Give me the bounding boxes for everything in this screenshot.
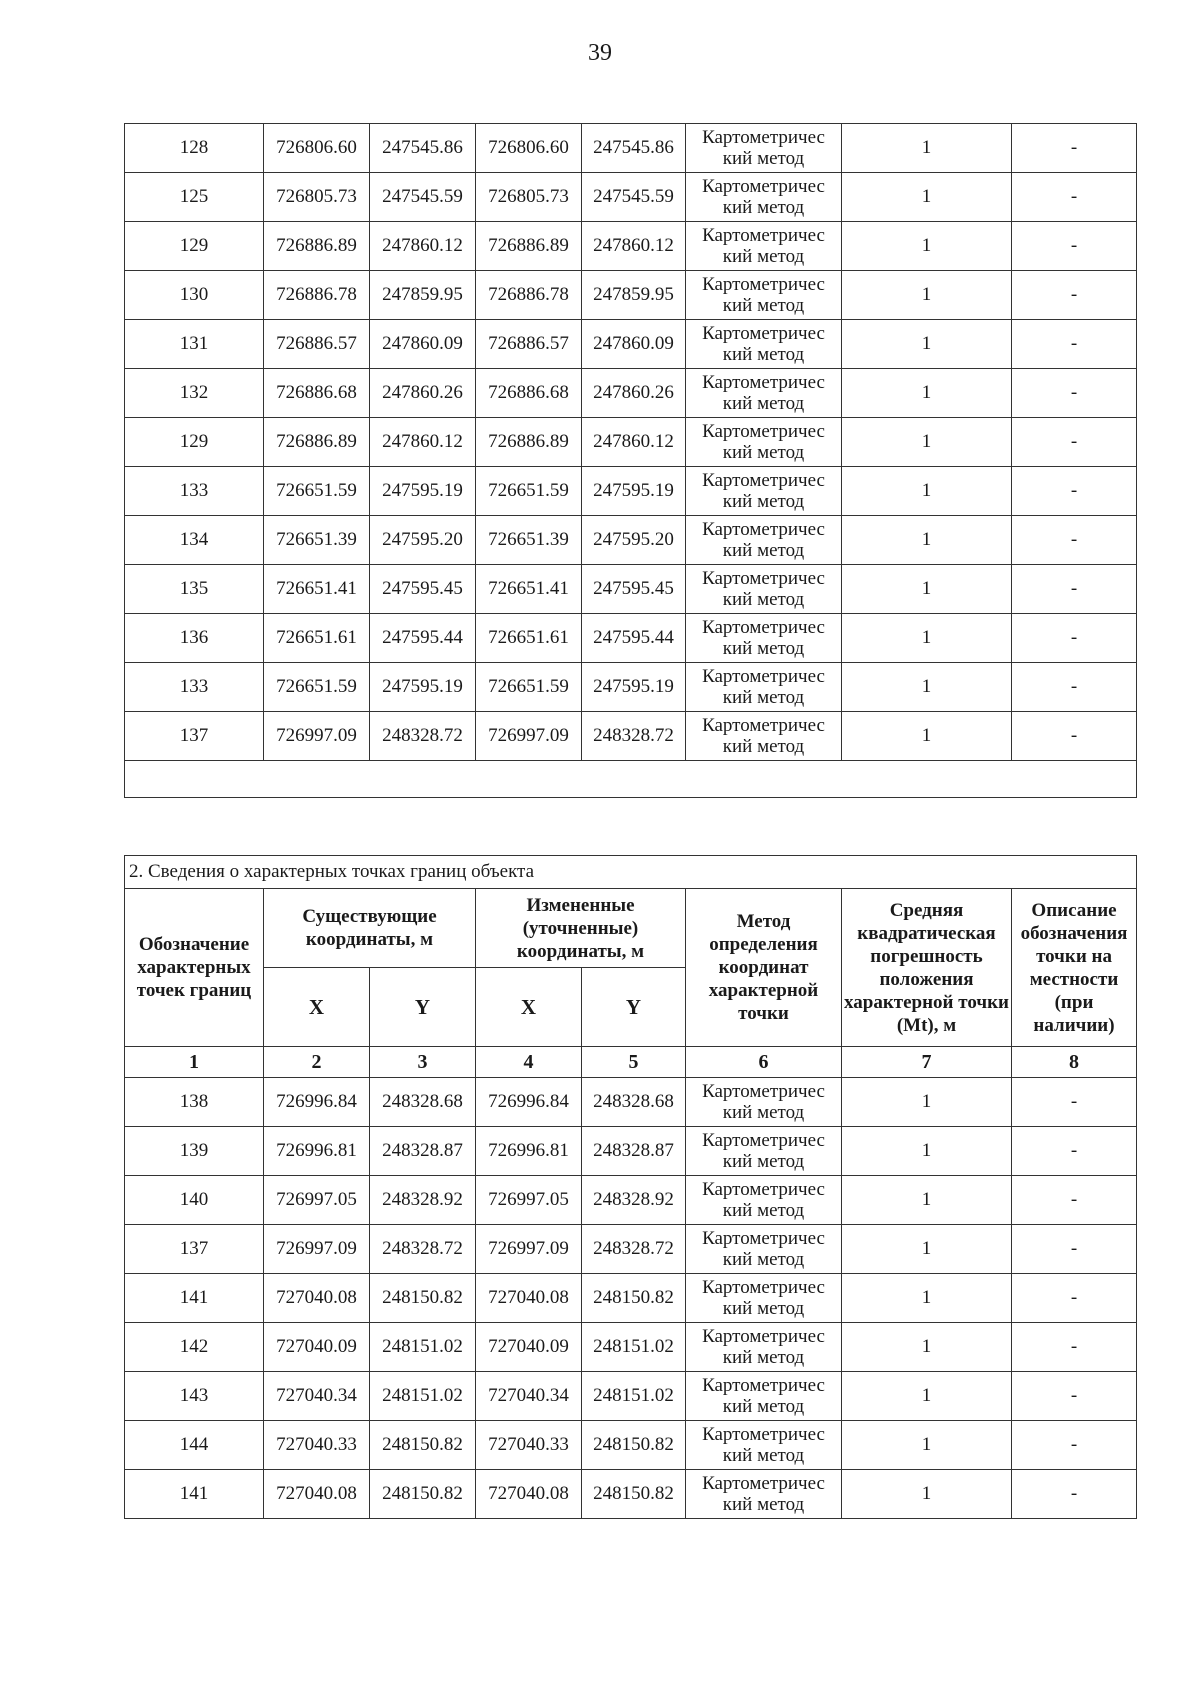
table-row: [125, 1176, 1137, 1225]
table-cell: Картометричес кий метод: [686, 1127, 842, 1176]
table-row: [125, 1225, 1137, 1274]
table-cell: Картометричес кий метод: [686, 1078, 842, 1127]
table-row: [125, 1372, 1137, 1421]
table-cell: Картометричес кий метод: [686, 614, 842, 663]
table-cell: 129: [125, 222, 264, 271]
table-cell: 247860.12: [370, 418, 476, 467]
table-cell: 726886.68: [264, 369, 370, 418]
table-cell: Картометричес кий метод: [686, 712, 842, 761]
table-cell: 248150.82: [370, 1421, 476, 1470]
table-row: [125, 222, 1137, 271]
table-cell: -: [1012, 565, 1137, 614]
table-cell: 726651.59: [476, 663, 582, 712]
table-cell: 726651.61: [476, 614, 582, 663]
table-cell: 726805.73: [476, 173, 582, 222]
column-number: 5: [582, 1047, 686, 1078]
table-cell: -: [1012, 369, 1137, 418]
table-cell: 726886.89: [264, 222, 370, 271]
table-cell: Картометричес кий метод: [686, 467, 842, 516]
table-cell: 1: [842, 565, 1012, 614]
table-cell: 247860.09: [582, 320, 686, 369]
table-cell: 247860.26: [370, 369, 476, 418]
table-cell: 727040.08: [476, 1274, 582, 1323]
header-changed-y: Y: [582, 968, 686, 1047]
table-cell: Картометричес кий метод: [686, 222, 842, 271]
table-cell: 1: [842, 1078, 1012, 1127]
table-cell: 726997.09: [476, 712, 582, 761]
table-cell: 726997.09: [476, 1225, 582, 1274]
coordinates-table-continued: [124, 123, 1137, 798]
table-cell: 247595.20: [370, 516, 476, 565]
table-row: [125, 271, 1137, 320]
table-row: [125, 565, 1137, 614]
table-cell: Картометричес кий метод: [686, 418, 842, 467]
table-cell: -: [1012, 1078, 1137, 1127]
table-cell: 247860.12: [582, 222, 686, 271]
table-cell: 726651.59: [264, 467, 370, 516]
table-cell: 247595.19: [370, 663, 476, 712]
table-cell: 247595.20: [582, 516, 686, 565]
table-cell: 1: [842, 369, 1012, 418]
table-cell: 1: [842, 1323, 1012, 1372]
table-cell: 248328.87: [582, 1127, 686, 1176]
table-cell: 726997.05: [264, 1176, 370, 1225]
table1-empty-row: [125, 761, 1137, 798]
table-cell: 248328.68: [582, 1078, 686, 1127]
table-cell: -: [1012, 1176, 1137, 1225]
table-cell: 247860.09: [370, 320, 476, 369]
table-cell: 247859.95: [370, 271, 476, 320]
table-cell: 726651.39: [264, 516, 370, 565]
table-cell: 248150.82: [582, 1470, 686, 1519]
table-cell: Картометричес кий метод: [686, 1421, 842, 1470]
table-cell: 248151.02: [370, 1323, 476, 1372]
table-cell: 1: [842, 1421, 1012, 1470]
table-cell: 134: [125, 516, 264, 565]
table-row: [125, 418, 1137, 467]
table-cell: 133: [125, 663, 264, 712]
table-cell: 248328.92: [582, 1176, 686, 1225]
table-cell: 1: [842, 1470, 1012, 1519]
column-number: 2: [264, 1047, 370, 1078]
table-cell: 248150.82: [582, 1421, 686, 1470]
table-cell: 248328.72: [582, 1225, 686, 1274]
table-cell: 248150.82: [582, 1274, 686, 1323]
table-cell: 726886.89: [264, 418, 370, 467]
table-cell: 247595.44: [370, 614, 476, 663]
table-cell: 137: [125, 712, 264, 761]
table-cell: 248328.87: [370, 1127, 476, 1176]
table-cell: 1: [842, 222, 1012, 271]
table-cell: 131: [125, 320, 264, 369]
table-cell: 248328.72: [370, 712, 476, 761]
table-cell: 727040.34: [264, 1372, 370, 1421]
table-cell: 726886.68: [476, 369, 582, 418]
table-cell: 1: [842, 467, 1012, 516]
table-cell: 726997.09: [264, 712, 370, 761]
table-cell: -: [1012, 222, 1137, 271]
table-cell: 726886.57: [476, 320, 582, 369]
table-cell: Картометричес кий метод: [686, 516, 842, 565]
header-description: Описание обозначения точки на местности (при наличии): [1012, 889, 1137, 1047]
table-cell: 248151.02: [370, 1372, 476, 1421]
table-cell: 1: [842, 1372, 1012, 1421]
table-cell: 247595.19: [370, 467, 476, 516]
table-cell: 726651.59: [264, 663, 370, 712]
table-cell: 1: [842, 173, 1012, 222]
table-cell: Картометричес кий метод: [686, 1470, 842, 1519]
table-cell: Картометричес кий метод: [686, 320, 842, 369]
table-cell: -: [1012, 1127, 1137, 1176]
table-cell: 139: [125, 1127, 264, 1176]
column-numbers-row: [125, 1047, 1137, 1078]
column-number: 1: [125, 1047, 264, 1078]
table-row: [125, 516, 1137, 565]
header-existing-x: X: [264, 968, 370, 1047]
table-row: [125, 712, 1137, 761]
table-row: [125, 614, 1137, 663]
column-number: 3: [370, 1047, 476, 1078]
header-existing-coordinates: Существующие координаты, м: [264, 889, 476, 968]
table-cell: 727040.33: [476, 1421, 582, 1470]
table-cell: 727040.08: [476, 1470, 582, 1519]
table-cell: Картометричес кий метод: [686, 1274, 842, 1323]
table-cell: 726886.89: [476, 222, 582, 271]
table-cell: 247545.59: [582, 173, 686, 222]
table-cell: 130: [125, 271, 264, 320]
table-cell: 1: [842, 516, 1012, 565]
table-row: [125, 663, 1137, 712]
table-cell: -: [1012, 1274, 1137, 1323]
table-cell: -: [1012, 1421, 1137, 1470]
table-row: [125, 1127, 1137, 1176]
table-cell: 1: [842, 418, 1012, 467]
table-cell: 727040.08: [264, 1470, 370, 1519]
table-cell: 726651.41: [264, 565, 370, 614]
table-row: [125, 467, 1137, 516]
table-cell: 133: [125, 467, 264, 516]
table-row: [125, 320, 1137, 369]
table-row: [125, 1078, 1137, 1127]
table-cell: 247860.12: [370, 222, 476, 271]
table-cell: 247859.95: [582, 271, 686, 320]
table-cell: 141: [125, 1470, 264, 1519]
table-cell: -: [1012, 1470, 1137, 1519]
table-cell: 726997.09: [264, 1225, 370, 1274]
table-cell: 726805.73: [264, 173, 370, 222]
table-cell: 726886.78: [264, 271, 370, 320]
table-cell: -: [1012, 1372, 1137, 1421]
table-cell: 1: [842, 1225, 1012, 1274]
table-cell: -: [1012, 712, 1137, 761]
boundary-points-table: [124, 855, 1137, 1519]
table-cell: 142: [125, 1323, 264, 1372]
table-cell: 138: [125, 1078, 264, 1127]
table-cell: -: [1012, 1323, 1137, 1372]
header-designation: Обозначение характерных точек границ: [125, 889, 264, 1047]
table-cell: Картометричес кий метод: [686, 1176, 842, 1225]
header-method: Метод определения координат характерной точки: [686, 889, 842, 1047]
table-cell: 248328.72: [370, 1225, 476, 1274]
table-caption: 2. Сведения о характерных точках границ объекта: [125, 856, 1137, 889]
table-cell: 128: [125, 124, 264, 173]
table-cell: 1: [842, 614, 1012, 663]
table-cell: 137: [125, 1225, 264, 1274]
table-cell: Картометричес кий метод: [686, 1323, 842, 1372]
empty-cell: [125, 761, 1137, 798]
table-cell: -: [1012, 124, 1137, 173]
table-cell: 1: [842, 320, 1012, 369]
table-cell: 247545.59: [370, 173, 476, 222]
table-row: [125, 124, 1137, 173]
table-cell: 1: [842, 712, 1012, 761]
header-changed-coordinates: Измененные (уточненные) координаты, м: [476, 889, 686, 968]
table-cell: 727040.09: [476, 1323, 582, 1372]
table-cell: Картометричес кий метод: [686, 1225, 842, 1274]
table-cell: 143: [125, 1372, 264, 1421]
table-cell: -: [1012, 1225, 1137, 1274]
page-number: 39: [588, 40, 612, 66]
table-cell: 726806.60: [264, 124, 370, 173]
table-cell: -: [1012, 271, 1137, 320]
table-cell: -: [1012, 320, 1137, 369]
table-cell: 247595.19: [582, 467, 686, 516]
column-number: 7: [842, 1047, 1012, 1078]
column-number: 6: [686, 1047, 842, 1078]
table-cell: 727040.08: [264, 1274, 370, 1323]
table-cell: 247860.26: [582, 369, 686, 418]
table-cell: 726806.60: [476, 124, 582, 173]
table-cell: 1: [842, 271, 1012, 320]
table-cell: 248328.92: [370, 1176, 476, 1225]
table-cell: 247595.19: [582, 663, 686, 712]
table-cell: 1: [842, 663, 1012, 712]
table-cell: -: [1012, 663, 1137, 712]
table-cell: 136: [125, 614, 264, 663]
table-cell: Картометричес кий метод: [686, 173, 842, 222]
table-cell: 141: [125, 1274, 264, 1323]
header-changed-x: X: [476, 968, 582, 1047]
table-cell: Картометричес кий метод: [686, 124, 842, 173]
table-cell: 247595.45: [582, 565, 686, 614]
table-cell: -: [1012, 516, 1137, 565]
table-row: [125, 1323, 1137, 1372]
table-cell: 125: [125, 173, 264, 222]
table-cell: Картометричес кий метод: [686, 1372, 842, 1421]
table-cell: 247595.45: [370, 565, 476, 614]
table-cell: 727040.33: [264, 1421, 370, 1470]
table-cell: 726651.59: [476, 467, 582, 516]
table-cell: 1: [842, 1176, 1012, 1225]
table-cell: 247860.12: [582, 418, 686, 467]
table-cell: 135: [125, 565, 264, 614]
table-row: [125, 1274, 1137, 1323]
table-cell: 727040.09: [264, 1323, 370, 1372]
table-cell: 726886.57: [264, 320, 370, 369]
table-row: [125, 173, 1137, 222]
table-cell: 727040.34: [476, 1372, 582, 1421]
column-number: 4: [476, 1047, 582, 1078]
column-number: 8: [1012, 1047, 1137, 1078]
table-cell: 726886.89: [476, 418, 582, 467]
header-error: Средняя квадратическая погрешность положения характерной точки (Mt), м: [842, 889, 1012, 1047]
table-cell: 144: [125, 1421, 264, 1470]
table-cell: 1: [842, 1274, 1012, 1323]
table-cell: 726651.61: [264, 614, 370, 663]
table-cell: 248328.68: [370, 1078, 476, 1127]
table-cell: 248328.72: [582, 712, 686, 761]
table-row: [125, 1470, 1137, 1519]
table1-body: [125, 124, 1137, 761]
table-cell: 726651.41: [476, 565, 582, 614]
table-cell: 1: [842, 1127, 1012, 1176]
table-cell: 726996.84: [476, 1078, 582, 1127]
table-row: [125, 369, 1137, 418]
table-cell: -: [1012, 173, 1137, 222]
table-cell: 726996.84: [264, 1078, 370, 1127]
table-cell: Картометричес кий метод: [686, 565, 842, 614]
table-cell: 726996.81: [264, 1127, 370, 1176]
table-cell: 248150.82: [370, 1274, 476, 1323]
table-cell: -: [1012, 614, 1137, 663]
table-cell: 1: [842, 124, 1012, 173]
table-cell: 726997.05: [476, 1176, 582, 1225]
table-cell: 248150.82: [370, 1470, 476, 1519]
table-cell: -: [1012, 467, 1137, 516]
table-cell: 140: [125, 1176, 264, 1225]
table-cell: 726651.39: [476, 516, 582, 565]
table-cell: 248151.02: [582, 1323, 686, 1372]
table-cell: Картометричес кий метод: [686, 271, 842, 320]
table-cell: 247545.86: [370, 124, 476, 173]
table-row: [125, 1421, 1137, 1470]
header-existing-y: Y: [370, 968, 476, 1047]
table-cell: 248151.02: [582, 1372, 686, 1421]
table-cell: 726886.78: [476, 271, 582, 320]
table2-body: [125, 1078, 1137, 1519]
table-cell: 129: [125, 418, 264, 467]
table-cell: 132: [125, 369, 264, 418]
table-cell: Картометричес кий метод: [686, 663, 842, 712]
table-cell: 247545.86: [582, 124, 686, 173]
table-cell: -: [1012, 418, 1137, 467]
table-cell: 726996.81: [476, 1127, 582, 1176]
table-cell: 247595.44: [582, 614, 686, 663]
table-cell: Картометричес кий метод: [686, 369, 842, 418]
